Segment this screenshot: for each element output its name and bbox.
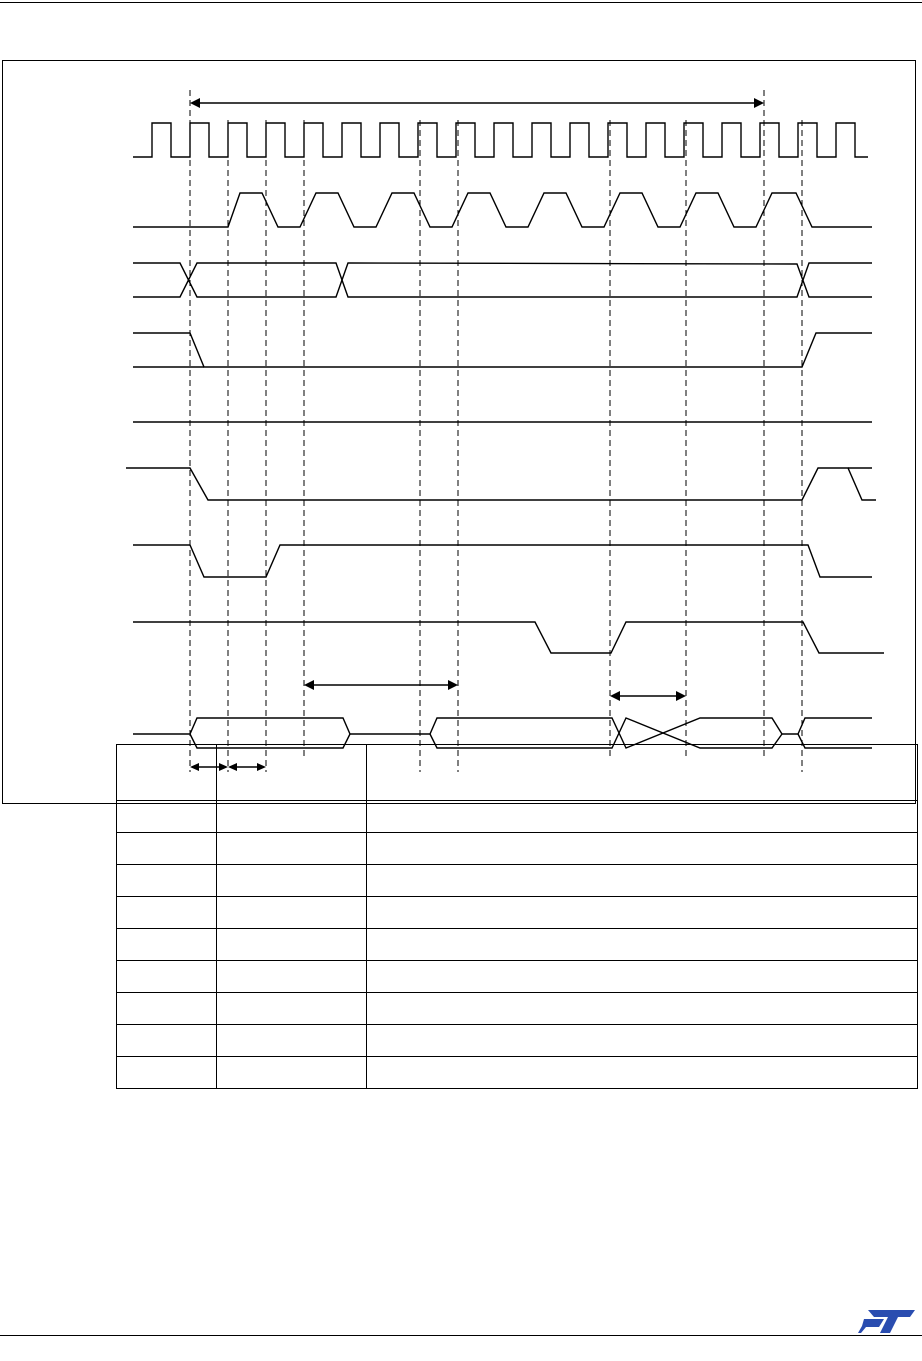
table-cell [217,801,367,833]
table-row [117,1057,918,1089]
table-cell [117,1057,217,1089]
table-row [117,961,918,993]
table-cell [117,993,217,1025]
interval-arrow-middle [304,680,458,690]
table-cell [217,1025,367,1057]
table-cell [367,833,918,865]
table-cell [367,1025,918,1057]
table-body [117,801,918,1089]
interval-arrow-right [610,691,686,701]
table-row [117,1025,918,1057]
table-header-row [117,745,918,801]
table-cell [117,865,217,897]
table-row [117,929,918,961]
table-cell [117,833,217,865]
table-row [117,897,918,929]
table-cell [367,865,918,897]
table-row [117,993,918,1025]
table-cell [217,961,367,993]
table-row [117,865,918,897]
table-cell [217,993,367,1025]
pulse-waveform [133,193,872,227]
table-cell [217,833,367,865]
table-cell [117,929,217,961]
table-cell [367,993,918,1025]
st-logo-icon [858,1309,916,1334]
parameter-table [116,744,918,1089]
select-waveform [133,333,872,367]
table-cell [367,1057,918,1089]
table-cell [367,897,918,929]
table-cell [117,961,217,993]
table-cell [117,801,217,833]
span-arrow-top [190,98,764,108]
table-cell [217,929,367,961]
column-header [367,745,918,801]
table-cell [367,961,918,993]
footer-rule [0,1335,922,1336]
table-cell [117,897,217,929]
table-cell [367,929,918,961]
table-row [117,801,918,833]
table-cell [217,865,367,897]
table-cell [117,1025,217,1057]
clock-waveform [133,123,868,157]
address-valid-waveform [133,545,872,577]
table-cell [217,1057,367,1089]
bus-waveform-1 [133,263,872,297]
column-header [217,745,367,801]
table-row [117,833,918,865]
wait-waveform [133,622,884,653]
table-cell [217,897,367,929]
column-header [117,745,217,801]
table-cell [367,801,918,833]
